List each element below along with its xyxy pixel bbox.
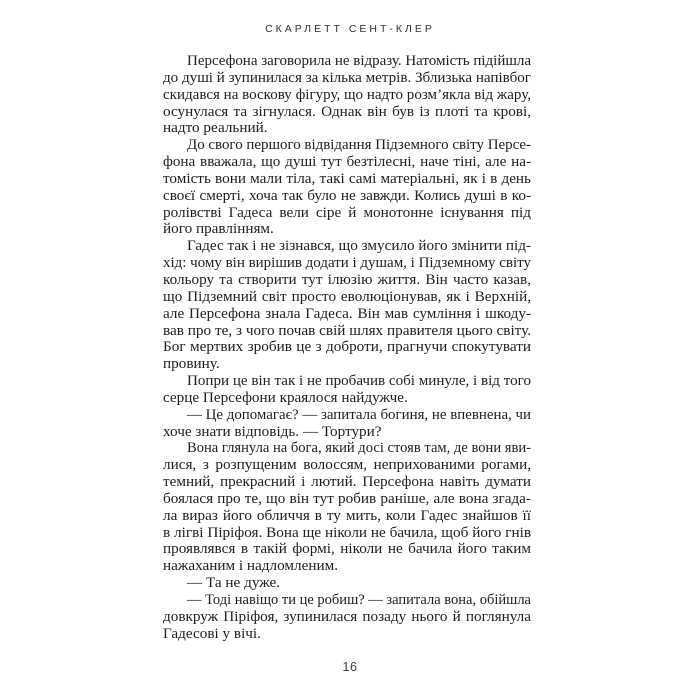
text-line: Персефона заговорила не відразу. Натомість підійшла <box>187 52 531 69</box>
text-line: надто реальний. <box>163 119 268 137</box>
text-line: — Тоді навіщо ти це робиш? — запитала вона, обійшла <box>187 591 531 608</box>
text-line: скидався на воскову фігуру, що надто розм’якла від жару, <box>163 85 531 103</box>
paragraph <box>163 137 531 238</box>
paragraph <box>163 407 531 441</box>
text-line: — Це допомагає? — запитала богиня, не впевнена, чи <box>187 405 531 423</box>
paragraph <box>163 440 531 575</box>
text-line: ла вираз його обличчя в ту мить, коли Гадес знайшов її <box>163 506 531 524</box>
text-line: До свого першого відвідання Підземного світу Персе- <box>187 136 531 154</box>
paragraph <box>163 575 531 592</box>
text-line: вав про те, з чого почав свій шлях правителя цього світу. <box>163 321 531 339</box>
text-line: Гадесові у вічі. <box>163 624 261 642</box>
paragraph <box>163 238 531 373</box>
text-line: проявлявся в такій формі, ніколи не бачила його таким <box>163 540 531 558</box>
text-line: серце Персефони краялося найдужче. <box>163 388 408 406</box>
text-line: боялася про те, що він тут робив раніше, але вона згада- <box>163 489 531 507</box>
text-line: до душі й зупинилася за кілька метрів. Зблизька напівбог <box>163 68 531 86</box>
text-line: осунулася та зігнулася. Однак він був із плоті та крові, <box>163 102 531 120</box>
text-line: лися, з розпущеним волоссям, неприхованими рогами, <box>163 456 531 474</box>
page-number: 16 <box>342 660 358 674</box>
text-line: хоче знати відповідь. — Тортури? <box>163 422 382 440</box>
running-header: СКАРЛЕТТ СЕНТ-КЛЕР <box>265 23 435 35</box>
text-line: його правлінням. <box>163 220 274 238</box>
text-line: ролівстві Гадеса вели сіре й монотонне існування під <box>163 203 531 221</box>
text-line: томість вони мали тіла, такі самі матеріальні, як і в день <box>163 169 531 187</box>
text-line: провину. <box>163 355 220 373</box>
text-line: Вона глянула на бога, який досі стояв там, де вони яви- <box>187 439 531 457</box>
paragraph <box>163 592 531 643</box>
text-line: Гадес так і не зізнався, що змусило його змінити під- <box>187 237 531 255</box>
paragraph <box>163 373 531 407</box>
text-line: хід: чому він вирішив додати і душам, і Підземному світу <box>163 254 531 272</box>
text-line: кольору та створити тут ілюзію життя. Він часто казав, <box>163 270 531 288</box>
text-line: нажаханим і надломленим. <box>163 557 338 575</box>
text-line: довкруж Піріфоя, зупинилася позаду нього й поглянула <box>163 607 531 625</box>
text-line: що Підземний світ просто еволюціонував, як і Верхній, <box>163 287 531 305</box>
text-line: фона вважала, що душі тут безтілесні, наче тіні, але на- <box>163 153 531 171</box>
text-line: Бог мертвих зробив це з доброти, прагнучи спокутувати <box>163 338 531 356</box>
text-line: — Та не дуже. <box>187 574 281 592</box>
text-line: в лігві Піріфоя. Вона ще ніколи не бачила, щоб його гнів <box>163 523 531 541</box>
text-line: але Персефона знала Гадеса. Він мав сумління і шкоду- <box>163 304 531 322</box>
text-line: своєї смерті, хоча так було не завжди. Колись душі в ко- <box>163 186 531 204</box>
paragraph <box>163 53 531 137</box>
text-line: Попри це він так і не пробачив собі минуле, і від того <box>187 372 531 390</box>
page-text <box>163 53 531 643</box>
text-line: темний, прекрасний і лютий. Персефона навіть думати <box>163 473 531 491</box>
